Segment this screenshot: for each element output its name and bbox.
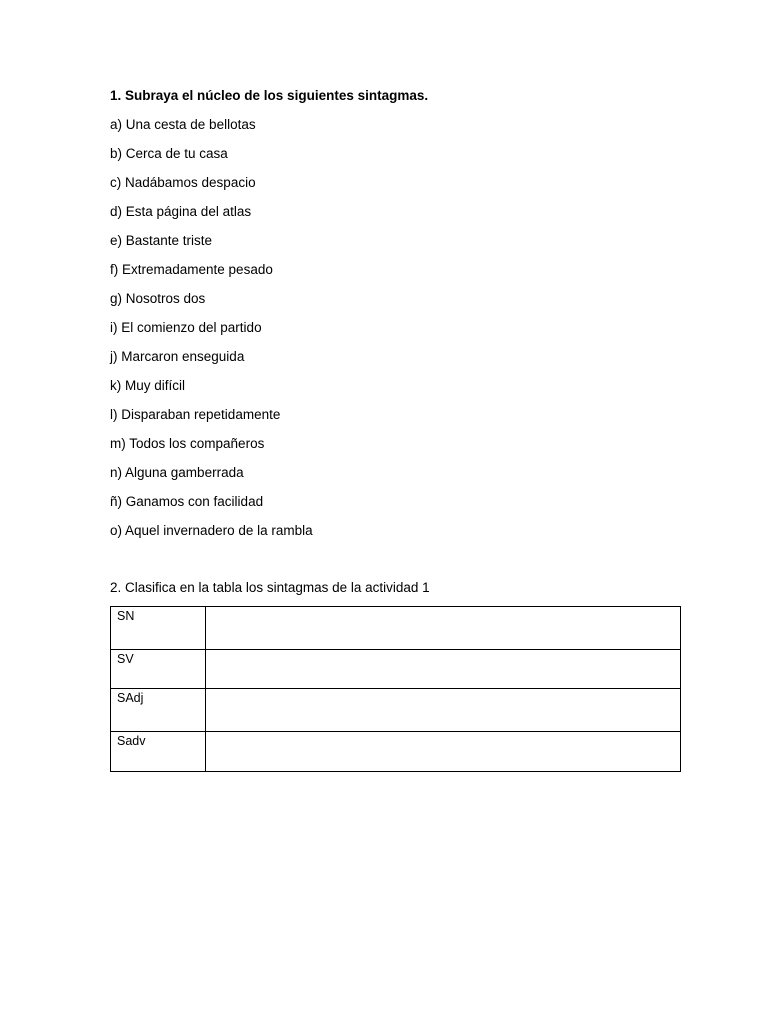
list-item: a) Una cesta de bellotas xyxy=(110,117,256,132)
list-item: l) Disparaban repetidamente xyxy=(110,407,281,422)
list-item: e) Bastante triste xyxy=(110,233,213,248)
table-row xyxy=(111,732,681,772)
answer-cell-sadj[interactable] xyxy=(206,689,681,732)
list-item: c) Nadábamos despacio xyxy=(110,175,256,190)
list-item: d) Esta página del atlas xyxy=(110,204,252,219)
answer-cell-sadv[interactable] xyxy=(206,732,681,772)
answer-cell-sv[interactable] xyxy=(206,650,681,689)
list-item: i) El comienzo del partido xyxy=(110,320,262,335)
list-item: g) Nosotros dos xyxy=(110,291,206,306)
row-label-sadv: Sadv xyxy=(111,732,206,772)
list-item: ñ) Ganamos con facilidad xyxy=(110,494,264,509)
classification-table xyxy=(110,606,681,772)
phrase-list xyxy=(110,115,682,540)
document-page xyxy=(110,86,682,772)
list-item: b) Cerca de tu casa xyxy=(110,146,228,161)
list-item: n) Alguna gamberrada xyxy=(110,465,244,480)
list-item: o) Aquel invernadero de la rambla xyxy=(110,523,313,538)
table-row xyxy=(111,607,681,650)
answer-cell-sn[interactable] xyxy=(206,607,681,650)
question-1-title: 1. Subraya el núcleo de los siguientes sintagmas. xyxy=(110,88,429,103)
row-label-sv: SV xyxy=(111,650,206,689)
list-item: j) Marcaron enseguida xyxy=(110,349,245,364)
list-item: k) Muy difícil xyxy=(110,378,186,393)
table-row xyxy=(111,689,681,732)
list-item: f) Extremadamente pesado xyxy=(110,262,273,277)
list-item: m) Todos los compañeros xyxy=(110,436,265,451)
row-label-sadj: SAdj xyxy=(111,689,206,732)
table-row xyxy=(111,650,681,689)
question-2-title: 2. Clasifica en la tabla los sintagmas de la actividad 1 xyxy=(110,580,430,595)
row-label-sn: SN xyxy=(111,607,206,650)
